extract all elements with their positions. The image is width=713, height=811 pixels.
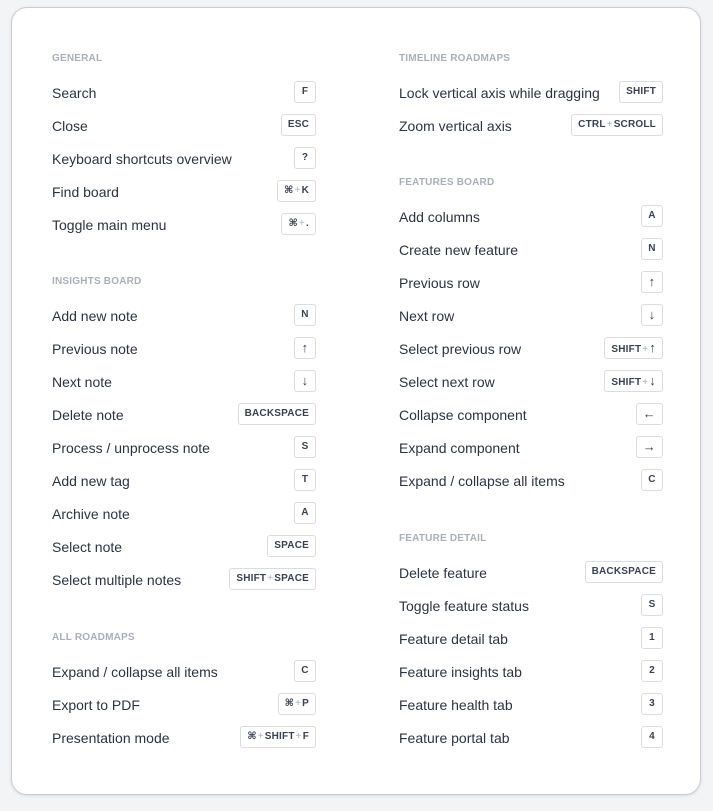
shortcut-label: Delete note bbox=[52, 407, 124, 423]
shortcut-row bbox=[399, 205, 663, 229]
shortcut-row bbox=[399, 81, 663, 105]
shortcut-row bbox=[52, 502, 316, 526]
key-label: ↑ bbox=[301, 340, 309, 355]
keyboard-shortcuts-panel bbox=[11, 7, 701, 795]
shortcut-key bbox=[585, 561, 663, 583]
shortcut-row bbox=[52, 213, 316, 237]
shortcut-label: Process / unprocess note bbox=[52, 440, 210, 456]
shortcut-row bbox=[52, 693, 316, 717]
key-plus-separator: + bbox=[606, 119, 613, 130]
section-title: FEATURE DETAIL bbox=[399, 533, 487, 544]
shortcut-label: Expand component bbox=[399, 440, 520, 456]
key-label: . bbox=[306, 218, 309, 229]
shortcut-label: Next row bbox=[399, 308, 455, 324]
key-label: 1 bbox=[649, 632, 655, 643]
key-label: C bbox=[301, 665, 309, 676]
shortcut-label: Feature insights tab bbox=[399, 664, 522, 680]
section-title: INSIGHTS BOARD bbox=[52, 276, 142, 287]
shortcut-label: Archive note bbox=[52, 506, 130, 522]
shortcut-label: Create new feature bbox=[399, 242, 519, 258]
shortcut-key bbox=[641, 726, 663, 748]
section-title: GENERAL bbox=[52, 53, 103, 64]
shortcut-row bbox=[52, 436, 316, 460]
shortcut-label: Select multiple notes bbox=[52, 572, 182, 588]
key-label: T bbox=[301, 474, 309, 485]
key-label: A bbox=[648, 210, 656, 221]
shortcut-label: Next note bbox=[52, 374, 112, 390]
shortcut-key bbox=[238, 403, 316, 425]
shortcut-label: Keyboard shortcuts overview bbox=[52, 151, 232, 167]
shortcut-label: Zoom vertical axis bbox=[399, 118, 512, 134]
shortcut-key bbox=[240, 726, 316, 748]
shortcut-key bbox=[641, 660, 663, 682]
shortcut-key bbox=[641, 205, 663, 227]
shortcut-label: Close bbox=[52, 118, 88, 134]
shortcut-key bbox=[294, 436, 316, 458]
key-label: F bbox=[302, 731, 309, 742]
key-label: SHIFT bbox=[611, 377, 642, 388]
shortcut-row bbox=[399, 238, 663, 262]
shortcut-row bbox=[52, 337, 316, 361]
shortcut-label: Feature portal tab bbox=[399, 730, 510, 746]
shortcut-key bbox=[294, 469, 316, 491]
key-label: ? bbox=[301, 152, 309, 163]
key-label: SHIFT bbox=[264, 731, 295, 742]
shortcut-key bbox=[294, 304, 316, 326]
shortcut-label: Feature detail tab bbox=[399, 631, 508, 647]
key-label: CTRL bbox=[578, 119, 606, 130]
shortcut-key bbox=[571, 114, 663, 136]
section-title: ALL ROADMAPS bbox=[52, 632, 135, 643]
shortcut-row bbox=[52, 535, 316, 559]
shortcut-key bbox=[294, 502, 316, 524]
shortcut-key bbox=[229, 568, 316, 590]
shortcut-row bbox=[399, 561, 663, 585]
shortcut-key bbox=[641, 469, 663, 491]
key-label: BACKSPACE bbox=[591, 566, 656, 577]
shortcut-key bbox=[636, 436, 663, 458]
key-label: ⌘ bbox=[284, 185, 294, 196]
key-label: ⌘ bbox=[284, 698, 295, 709]
shortcut-key bbox=[641, 238, 663, 260]
shortcut-row bbox=[52, 660, 316, 684]
section-title: TIMELINE ROADMAPS bbox=[399, 53, 511, 64]
shortcut-key bbox=[636, 403, 663, 425]
shortcut-label: Select previous row bbox=[399, 341, 522, 357]
key-label: ESC bbox=[287, 119, 309, 130]
shortcut-label: Feature health tab bbox=[399, 697, 513, 713]
shortcut-key bbox=[604, 370, 663, 392]
shortcut-label: Add new note bbox=[52, 308, 138, 324]
shortcut-row bbox=[399, 469, 663, 493]
shortcut-key bbox=[278, 693, 316, 715]
shortcut-label: Expand / collapse all items bbox=[52, 664, 218, 680]
shortcut-row bbox=[52, 147, 316, 171]
shortcut-label: Previous note bbox=[52, 341, 138, 357]
shortcut-label: Select note bbox=[52, 539, 123, 555]
shortcut-row bbox=[52, 469, 316, 493]
shortcut-key bbox=[294, 147, 316, 169]
key-label: SPACE bbox=[274, 540, 309, 551]
shortcut-label: Lock vertical axis while dragging bbox=[399, 85, 600, 101]
key-label: N bbox=[648, 243, 656, 254]
key-label: SCROLL bbox=[613, 119, 656, 130]
shortcut-key bbox=[641, 693, 663, 715]
shortcut-row bbox=[52, 403, 316, 427]
key-label: 4 bbox=[649, 731, 655, 742]
shortcut-label: Add columns bbox=[399, 209, 480, 225]
key-label: ↑ bbox=[649, 340, 656, 355]
shortcut-row bbox=[52, 726, 316, 750]
shortcut-key bbox=[294, 660, 316, 682]
shortcut-row bbox=[52, 568, 316, 592]
shortcut-key bbox=[641, 627, 663, 649]
shortcut-key bbox=[281, 213, 316, 235]
key-label: BACKSPACE bbox=[244, 408, 309, 419]
shortcut-key bbox=[619, 81, 663, 103]
key-label: ↑ bbox=[648, 274, 656, 289]
shortcut-label: Add new tag bbox=[52, 473, 130, 489]
shortcut-row bbox=[399, 594, 663, 618]
shortcut-key bbox=[641, 304, 663, 326]
key-label: N bbox=[301, 309, 309, 320]
shortcut-row bbox=[399, 436, 663, 460]
key-label: SPACE bbox=[274, 573, 309, 584]
shortcut-row bbox=[52, 180, 316, 204]
key-label: ⌘ bbox=[247, 731, 257, 742]
key-label: 2 bbox=[649, 665, 655, 676]
key-label: A bbox=[301, 507, 309, 518]
shortcut-key bbox=[281, 114, 316, 136]
shortcut-label: Search bbox=[52, 85, 97, 101]
key-label: 3 bbox=[649, 698, 655, 709]
key-label: SHIFT bbox=[626, 86, 656, 97]
shortcut-label: Previous row bbox=[399, 275, 480, 291]
shortcut-row bbox=[399, 660, 663, 684]
shortcut-label: Expand / collapse all items bbox=[399, 473, 565, 489]
shortcut-row bbox=[52, 370, 316, 394]
shortcut-key bbox=[277, 180, 316, 202]
key-plus-separator: + bbox=[267, 573, 274, 584]
key-label: S bbox=[648, 599, 656, 610]
key-plus-separator: + bbox=[298, 218, 306, 229]
shortcut-key bbox=[294, 337, 316, 359]
key-plus-separator: + bbox=[295, 731, 302, 742]
shortcut-row bbox=[399, 693, 663, 717]
shortcut-label: Select next row bbox=[399, 374, 495, 390]
shortcut-label: Find board bbox=[52, 184, 119, 200]
key-plus-separator: + bbox=[294, 185, 301, 196]
shortcut-label: Collapse component bbox=[399, 407, 527, 423]
key-label: ⌘ bbox=[288, 218, 298, 229]
shortcut-row bbox=[52, 114, 316, 138]
shortcut-row bbox=[399, 726, 663, 750]
key-label: SHIFT bbox=[236, 573, 267, 584]
key-plus-separator: + bbox=[257, 731, 264, 742]
shortcut-row bbox=[52, 304, 316, 328]
shortcut-label: Toggle feature status bbox=[399, 598, 529, 614]
shortcut-row bbox=[399, 114, 663, 138]
key-label: SHIFT bbox=[611, 344, 642, 355]
shortcut-key bbox=[641, 594, 663, 616]
key-plus-separator: + bbox=[642, 377, 649, 388]
shortcut-key bbox=[294, 370, 316, 392]
key-label: C bbox=[648, 474, 656, 485]
shortcut-label: Presentation mode bbox=[52, 730, 170, 746]
shortcut-key bbox=[294, 81, 316, 103]
key-label: K bbox=[301, 185, 309, 196]
shortcut-label: Delete feature bbox=[399, 565, 487, 581]
shortcut-key bbox=[641, 271, 663, 293]
key-label: ← bbox=[642, 406, 656, 421]
key-label: ↓ bbox=[301, 373, 309, 388]
shortcut-key bbox=[604, 337, 663, 359]
shortcut-row bbox=[399, 304, 663, 328]
key-label: S bbox=[301, 441, 309, 452]
shortcut-row bbox=[399, 370, 663, 394]
shortcut-label: Export to PDF bbox=[52, 697, 140, 713]
key-label: F bbox=[301, 86, 309, 97]
shortcut-label: Toggle main menu bbox=[52, 217, 167, 233]
shortcut-row bbox=[52, 81, 316, 105]
key-label: ↓ bbox=[648, 307, 656, 322]
shortcut-row bbox=[399, 627, 663, 651]
key-plus-separator: + bbox=[642, 344, 649, 355]
shortcut-row bbox=[399, 337, 663, 361]
key-label: → bbox=[642, 439, 656, 454]
section-title: FEATURES BOARD bbox=[399, 177, 495, 188]
key-label: P bbox=[302, 698, 309, 709]
shortcut-row bbox=[399, 403, 663, 427]
key-plus-separator: + bbox=[295, 698, 302, 709]
shortcut-row bbox=[399, 271, 663, 295]
key-label: ↓ bbox=[649, 373, 656, 388]
shortcut-key bbox=[267, 535, 316, 557]
